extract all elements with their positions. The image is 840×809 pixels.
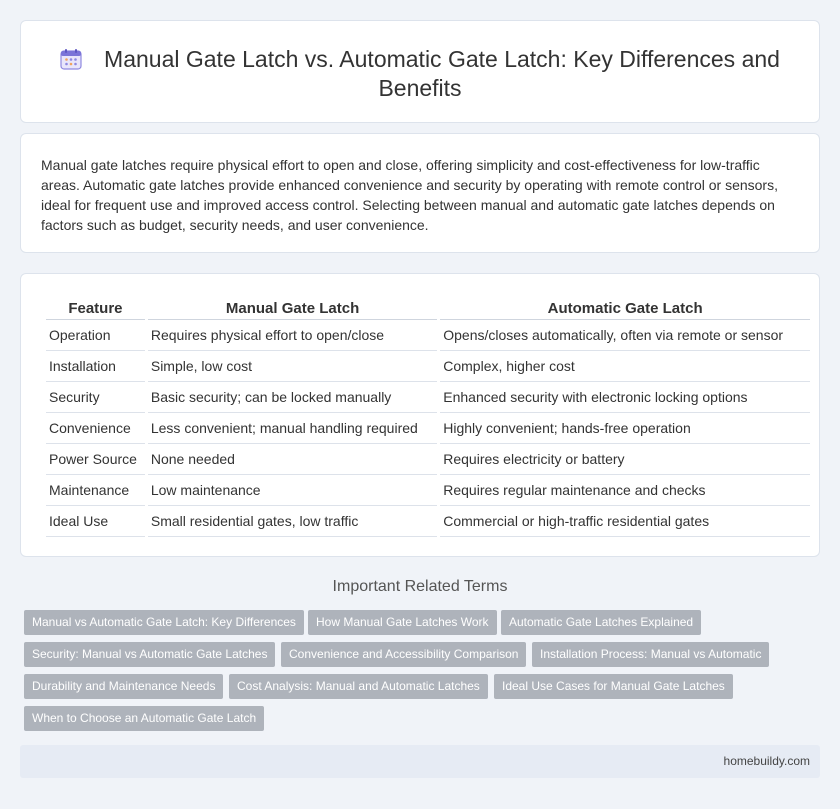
row-feature: Operation xyxy=(46,320,145,351)
calendar-icon xyxy=(60,48,82,70)
row-automatic: Complex, higher cost xyxy=(440,351,810,382)
related-tag[interactable]: Durability and Maintenance Needs xyxy=(24,674,223,699)
row-automatic: Requires regular maintenance and checks xyxy=(440,475,810,506)
related-tag[interactable]: Manual vs Automatic Gate Latch: Key Differences xyxy=(24,610,304,635)
row-manual: Requires physical effort to open/close xyxy=(148,320,437,351)
table-row xyxy=(46,413,810,444)
row-feature: Power Source xyxy=(46,444,145,475)
related-tag[interactable]: Cost Analysis: Manual and Automatic Latches xyxy=(229,674,488,699)
row-automatic: Highly convenient; hands-free operation xyxy=(440,413,810,444)
row-feature: Security xyxy=(46,382,145,413)
table-header-row xyxy=(46,293,810,320)
row-manual: Small residential gates, low traffic xyxy=(148,506,437,537)
related-tag[interactable]: Security: Manual vs Automatic Gate Latches xyxy=(24,642,275,667)
table-row xyxy=(46,506,810,537)
row-manual: Simple, low cost xyxy=(148,351,437,382)
row-feature: Convenience xyxy=(46,413,145,444)
related-tag[interactable]: How Manual Gate Latches Work xyxy=(308,610,497,635)
header-feature: Feature xyxy=(46,293,145,320)
title-text: Manual Gate Latch vs. Automatic Gate Latch: Key Differences and Benefits xyxy=(104,46,780,101)
row-feature: Installation xyxy=(46,351,145,382)
intro-paragraph: Manual gate latches require physical effort to open and close, offering simplicity and cost-effectiveness for low-traffic areas. Automatic gate latches provide enhanced convenience and security by operating with remote control or sensors, ideal for frequent use and improved access control. Selecting between manual and automatic gate latches depends on factors such as budget, security needs, and user convenience. xyxy=(41,157,778,233)
table-row xyxy=(46,320,810,351)
comparison-table xyxy=(43,293,813,537)
row-automatic: Commercial or high-traffic residential gates xyxy=(440,506,810,537)
header-manual: Manual Gate Latch xyxy=(148,293,437,320)
row-feature: Maintenance xyxy=(46,475,145,506)
related-tag[interactable]: Convenience and Accessibility Comparison xyxy=(281,642,526,667)
row-feature: Ideal Use xyxy=(46,506,145,537)
comparison-card xyxy=(20,273,820,557)
intro-card xyxy=(20,133,820,253)
related-tag[interactable]: When to Choose an Automatic Gate Latch xyxy=(24,706,264,731)
table-row xyxy=(46,475,810,506)
row-automatic: Opens/closes automatically, often via remote or sensor xyxy=(440,320,810,351)
related-tag[interactable]: Ideal Use Cases for Manual Gate Latches xyxy=(494,674,733,699)
related-tag[interactable]: Automatic Gate Latches Explained xyxy=(501,610,701,635)
row-manual: Less convenient; manual handling required xyxy=(148,413,437,444)
table-row xyxy=(46,382,810,413)
row-manual: Low maintenance xyxy=(148,475,437,506)
table-row xyxy=(46,351,810,382)
related-terms-heading: Important Related Terms xyxy=(332,578,508,595)
footer xyxy=(20,745,820,778)
footer-site[interactable]: homebuildy.com xyxy=(723,754,810,768)
table-row xyxy=(46,444,810,475)
page-title xyxy=(21,45,819,103)
related-tag[interactable]: Installation Process: Manual vs Automatic xyxy=(532,642,769,667)
row-automatic: Requires electricity or battery xyxy=(440,444,810,475)
header-automatic: Automatic Gate Latch xyxy=(440,293,810,320)
row-manual: None needed xyxy=(148,444,437,475)
row-manual: Basic security; can be locked manually xyxy=(148,382,437,413)
title-card xyxy=(20,20,820,123)
row-automatic: Enhanced security with electronic locking options xyxy=(440,382,810,413)
